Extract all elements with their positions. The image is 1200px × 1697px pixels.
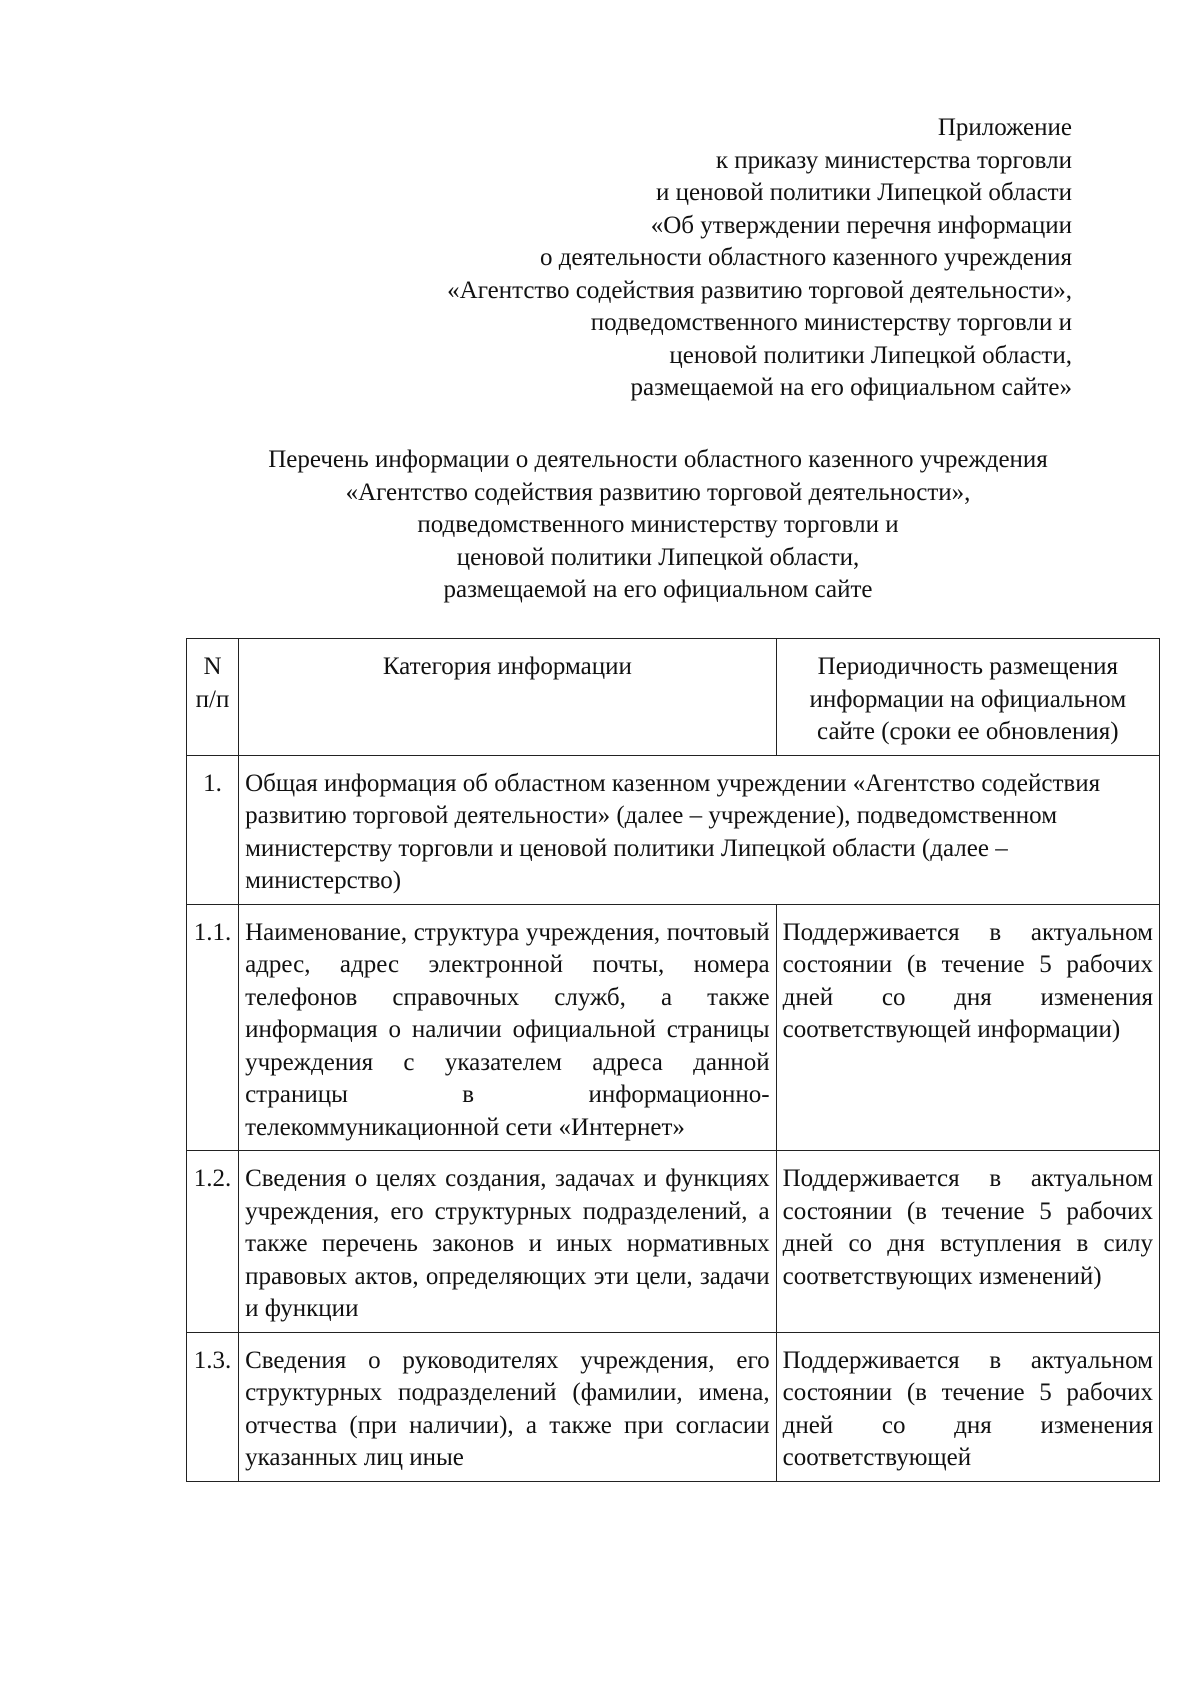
table-row [187,1151,1160,1333]
row-category: Наименование, структура учреждения, почтовый адрес, адрес электронной почты, номера телефонов справочных служб, а также информация о наличии официальной страницы учреждения с указателем адреса данной страницы в информационно-телекоммуникационной сети «Интернет» [239,904,777,1151]
section-number: 1. [187,755,239,904]
row-periodicity: Поддерживается в актуальном состоянии (в течение 5 рабочих дней со дня вступления в силу соответствующих изменений) [776,1151,1159,1333]
row-category: Сведения о целях создания, задачах и функциях учреждения, его структурных подразделений, а также перечень законов и иных нормативных правовых актов, определяющих эти цели, задачи и функции [239,1151,777,1333]
table-section-row [187,755,1160,904]
appendix-line: подведомственного министерству торговли и [590,309,1072,336]
row-number: 1.1. [187,904,239,1151]
row-number: 1.2. [187,1151,239,1333]
title-line: Перечень информации о деятельности областного казенного учреждения [268,446,1048,473]
row-periodicity: Поддерживается в актуальном состоянии (в течение 5 рабочих дней со дня изменения соответствующей информации) [776,904,1159,1151]
appendix-line: и ценовой политики Липецкой области [656,179,1072,206]
document-title [0,444,1200,607]
appendix-line: к приказу министерства торговли [715,146,1072,174]
row-category: Сведения о руководителях учреждения, его структурных подразделений (фамилии, имена, отчества (при наличии), а также при согласии указанных лиц иные [239,1332,777,1481]
appendix-line: «Агентство содействия развитию торговой деятельности», [447,276,1072,304]
row-number: 1.3. [187,1332,239,1481]
table-row [187,1332,1160,1481]
section-text: Общая информация об областном казенном учреждении «Агентство содействия развитию торговой деятельности» (далее – учреждение), подведомственном министерству торговли и ценовой политики Липецкой области (далее – министерство) [239,755,1160,904]
title-line: размещаемой на его официальном сайте [443,576,873,603]
appendix-line: «Об утверждении перечня информации [650,211,1072,239]
appendix-line: размещаемой на его официальном сайте» [630,374,1072,401]
appendix-block [447,112,1072,405]
appendix-line: Приложение [937,114,1072,141]
header-category: Категория информации [239,639,777,756]
information-table [186,638,1160,1482]
title-line: «Агентство содействия развитию торговой деятельности», [345,478,971,506]
appendix-line: ценовой политики Липецкой области, [669,341,1072,369]
table-row [187,904,1160,1151]
title-line: подведомственного министерству торговли и [417,511,899,538]
header-periodicity: Периодичность размещения информации на официальном сайте (сроки ее обновления) [776,639,1159,756]
header-number: N п/п [187,639,239,756]
table-header-row [187,639,1160,756]
appendix-line: о деятельности областного казенного учреждения [539,244,1072,271]
row-periodicity: Поддерживается в актуальном состоянии (в течение 5 рабочих дней со дня изменения соответствующей [776,1332,1159,1481]
title-line: ценовой политики Липецкой области, [456,543,860,571]
